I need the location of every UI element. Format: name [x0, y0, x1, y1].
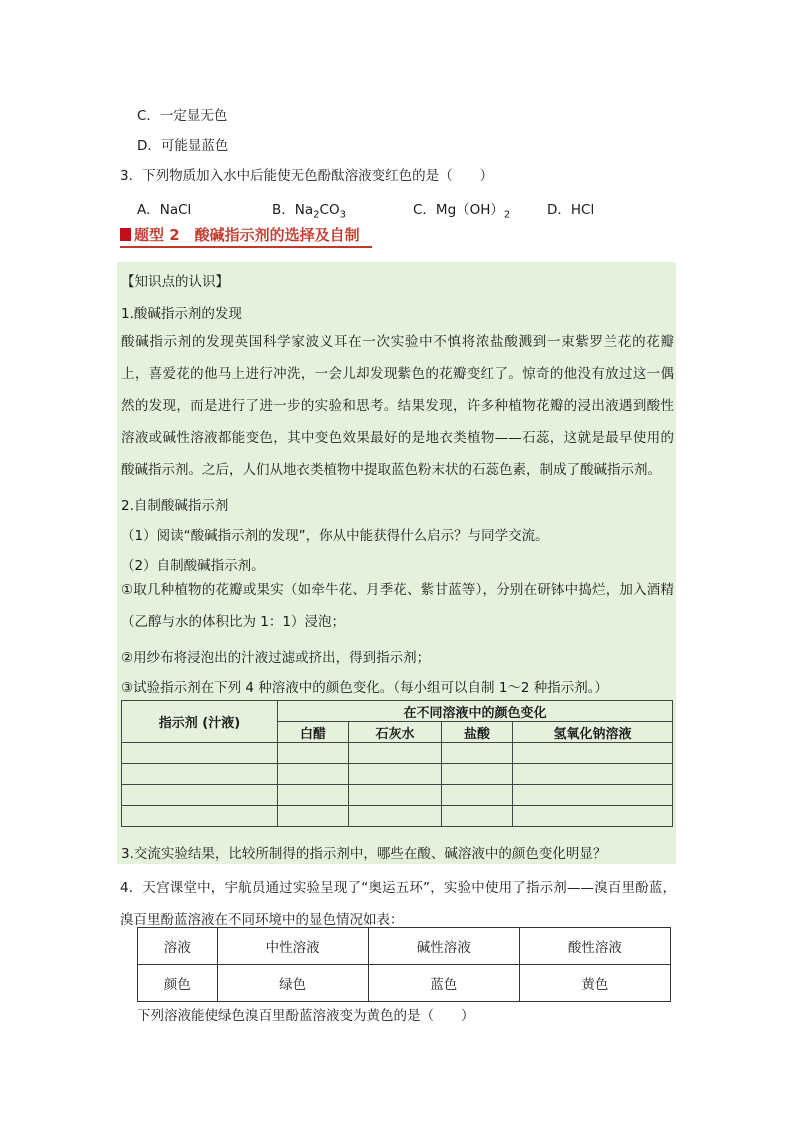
q3-option-b: B．$Na_2CO_3$: [272, 202, 346, 221]
section-1-title: 1.酸碱指示剂的发现: [121, 306, 242, 322]
section-1-body: 酸碱指示剂的发现英国科学家波义耳在一次实验中不慎将浓盐酸溅到一束紫罗兰花的花瓣上，喜爱花的他马上进行冲洗，一会儿却发现紫色的花瓣变红了。惊奇的他没有放过这一偶然的发现，而是进行了进一步的实验和思考。结果发现，许多种植物花瓣的浸出液遇到酸性溶液或碱性溶液都能变色，其中变色效果最好的是地衣类植物——石蕊，这就是最早使用的酸碱指示剂。之后，人们从地衣类植物中提取蓝色粉末状的石蕊色素，制成了酸碱指示剂。: [121, 334, 674, 478]
cell-alkaline: 碱性溶液: [368, 928, 519, 965]
table-row: [138, 965, 671, 1002]
section-3: 3.交流实验结果，比较所制得的指示剂中，哪些在酸、碱溶液中的颜色变化明显？: [121, 846, 607, 862]
table-row: [138, 928, 671, 965]
cell-acidic: 酸性溶液: [519, 928, 670, 965]
cell-yellow: 黄色: [519, 965, 670, 1002]
knowledge-title: 【知识点的认识】: [121, 274, 229, 290]
cell-green: 绿色: [217, 965, 368, 1002]
table-row: [122, 806, 673, 827]
q3-option-c: C．$Mg(OH)_2$: [413, 202, 511, 221]
question-4-stem: 4．天宫课堂中，宇航员通过实验呈现了“奥运五环”，实验中使用了指示剂——溴百里酚蓝，溴百里酚蓝溶液在不同环境中的显色情况如表：: [120, 880, 676, 928]
question-3-stem: 3．下列物质加入水中后能使无色酚酞溶液变红色的是（ ）: [120, 168, 494, 184]
section-2-title: 2.自制酸碱指示剂: [121, 498, 229, 514]
step-3: ③试验指示剂在下列 4 种溶液中的颜色变化。（每小组可以自制 1～2 种指示剂。）: [121, 680, 609, 696]
question-4-followup: 下列溶液能使绿色溴百里酚蓝溶液变为黄色的是（ ）: [137, 1008, 475, 1024]
table-row: [122, 785, 673, 806]
section-2-question-2: （2）自制酸碱指示剂。: [121, 558, 265, 574]
color-change-header: 在不同溶液中的颜色变化: [278, 701, 673, 722]
col-vinegar: 白醋: [278, 722, 349, 743]
cell-color: 颜色: [138, 965, 218, 1002]
q3-option-d: D．HCl: [547, 202, 595, 218]
section-heading: [120, 224, 372, 248]
table-row: [122, 743, 673, 764]
table-row: [122, 764, 673, 785]
cell-neutral: 中性溶液: [217, 928, 368, 965]
knowledge-box: [117, 262, 676, 864]
col-sodium-hydroxide: 氢氧化钠溶液: [513, 722, 673, 743]
section-2-question-1: （1）阅读“酸碱指示剂的发现”，你从中能获得什么启示？与同学交流。: [121, 528, 549, 544]
indicator-color-table: [137, 927, 671, 1002]
cell-blue: 蓝色: [368, 965, 519, 1002]
section-heading-text: 题型 2 酸碱指示剂的选择及自制: [134, 226, 360, 244]
step-2: ②用纱布将浸泡出的汁液过滤或挤出，得到指示剂；: [121, 650, 431, 666]
heading-marker-icon: [120, 228, 131, 241]
option-c-prev: C．一定显无色: [137, 108, 228, 124]
cell-solution: 溶液: [138, 928, 218, 965]
indicator-table: [121, 700, 673, 827]
step-1: ①取几种植物的花瓣或果实（如牵牛花、月季花、紫甘蓝等），分别在研钵中捣烂，加入酒精（乙醇与水的体积比为 1：1）浸泡；: [121, 582, 674, 630]
col-hydrochloric-acid: 盐酸: [442, 722, 513, 743]
indicator-header: 指示剂 (汁液): [122, 701, 278, 743]
option-d-prev: D．可能显蓝色: [137, 138, 229, 154]
col-limewater: 石灰水: [349, 722, 442, 743]
q3-option-a: A．NaCl: [137, 202, 192, 218]
